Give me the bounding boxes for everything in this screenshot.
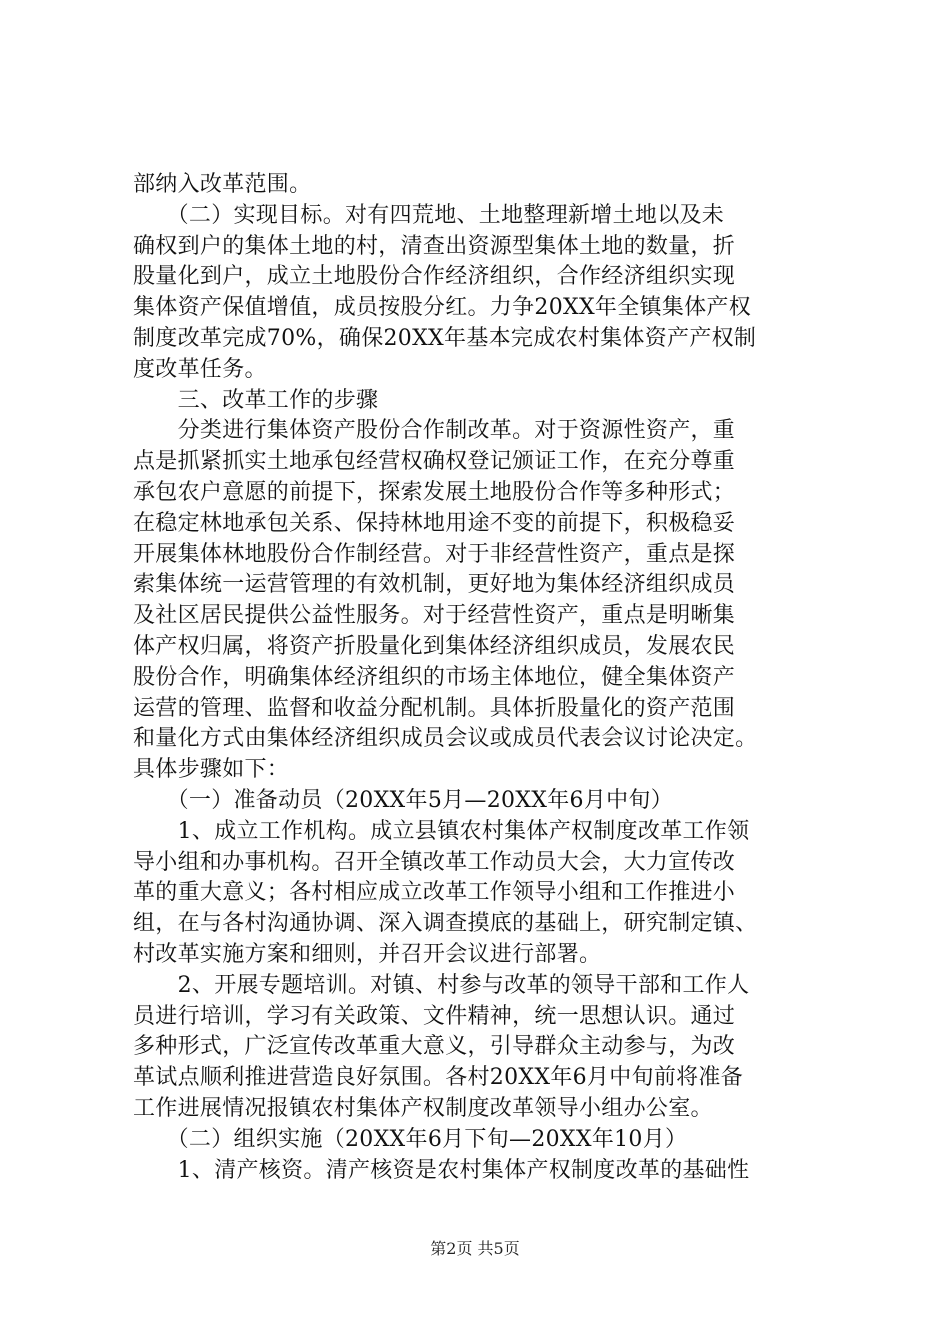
text-line: 运营的管理、监督和收益分配机制。具体折股量化的资产范围 bbox=[133, 695, 736, 721]
text-line: 部纳入改革范围。 bbox=[133, 172, 312, 197]
text-line: 员进行培训，学习有关政策、文件精神，统一思想认识。通过 bbox=[133, 1003, 736, 1029]
subsection-heading: （二）组织实施（20XX年6月下旬—20XX年10月） bbox=[133, 1126, 688, 1152]
text-line: 组，在与各村沟通协调、深入调查摸底的基础上，研究制定镇、 bbox=[133, 911, 758, 937]
text-line: 度改革任务。 bbox=[133, 356, 267, 382]
text-line: 具体步骤如下： bbox=[133, 757, 290, 783]
page-number: 第2页 共5页 bbox=[430, 1239, 520, 1258]
text-line: 工作进展情况报镇农村集体产权制度改革领导小组办公室。 bbox=[133, 1095, 713, 1121]
text-line: 股量化到户，成立土地股份合作经济组织，合作经济组织实现 bbox=[133, 264, 736, 290]
text-line: 分类进行集体资产股份合作制改革。对于资源性资产，重 bbox=[133, 418, 736, 444]
text-line: 体产权归属，将资产折股量化到集体经济组织成员，发展农民 bbox=[133, 633, 736, 659]
section-heading: 三、改革工作的步骤 bbox=[133, 387, 379, 413]
text-line: 1、成立工作机构。成立县镇农村集体产权制度改革工作领 bbox=[133, 818, 750, 844]
text-line: 革的重大意义；各村相应成立改革工作领导小组和工作推进小 bbox=[133, 880, 736, 906]
text-line: 集体资产保值增值，成员按股分红。力争20XX年全镇集体产权 bbox=[133, 295, 752, 321]
text-line: （二）实现目标。对有四荒地、土地整理新增土地以及未 bbox=[133, 202, 725, 228]
document-body bbox=[133, 170, 833, 1186]
subsection-heading: （一）准备动员（20XX年5月—20XX年6月中旬） bbox=[133, 787, 674, 813]
text-line: 开展集体林地股份合作制经营。对于非经营性资产，重点是探 bbox=[133, 541, 736, 567]
text-line: 革试点顺利推进营造良好氛围。各村20XX年6月中旬前将准备 bbox=[133, 1065, 744, 1091]
text-line: 制度改革完成70%，确保20XX年基本完成农村集体资产产权制 bbox=[133, 325, 757, 351]
text-line: 承包农户意愿的前提下，探索发展土地股份合作等多种形式； bbox=[133, 479, 736, 505]
text-line: 1、清产核资。清产核资是农村集体产权制度改革的基础性 bbox=[133, 1157, 750, 1183]
text-line: 导小组和办事机构。召开全镇改革工作动员大会，大力宣传改 bbox=[133, 849, 736, 875]
text-line: 确权到户的集体土地的村，清查出资源型集体土地的数量，折 bbox=[133, 233, 736, 259]
text-line: 索集体统一运营管理的有效机制，更好地为集体经济组织成员 bbox=[133, 572, 736, 598]
text-line: 点是抓紧抓实土地承包经营权确权登记颁证工作，在充分尊重 bbox=[133, 449, 736, 475]
text-line: 2、开展专题培训。对镇、村参与改革的领导干部和工作人 bbox=[133, 972, 750, 998]
text-line: 村改革实施方案和细则，并召开会议进行部署。 bbox=[133, 941, 602, 967]
text-line: 多种形式，广泛宣传改革重大意义，引导群众主动参与，为改 bbox=[133, 1034, 736, 1060]
text-line: 和量化方式由集体经济组织成员会议或成员代表会议讨论决定。 bbox=[133, 726, 758, 752]
text-line: 在稳定林地承包关系、保持林地用途不变的前提下，积极稳妥 bbox=[133, 510, 736, 536]
text-line: 股份合作，明确集体经济组织的市场主体地位，健全集体资产 bbox=[133, 664, 736, 690]
text-line: 及社区居民提供公益性服务。对于经营性资产，重点是明晰集 bbox=[133, 603, 736, 629]
